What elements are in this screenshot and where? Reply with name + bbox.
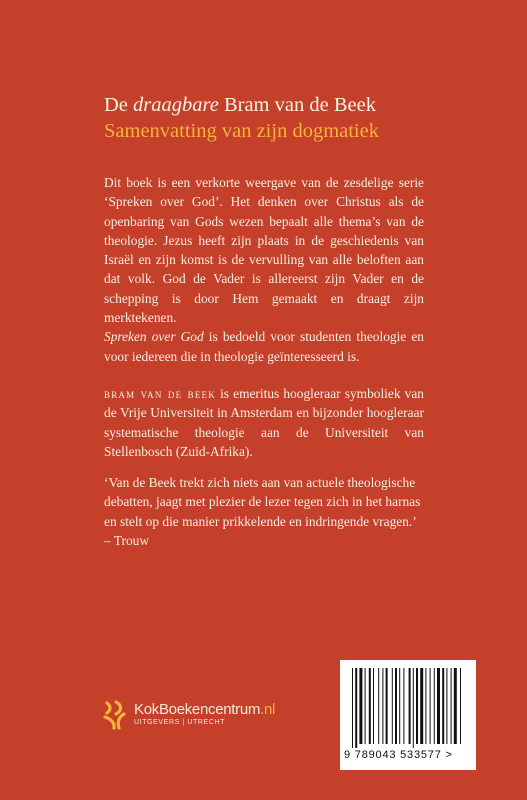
blurb (104, 173, 424, 461)
title-block (104, 92, 379, 144)
barcode-bar (386, 668, 388, 744)
author-bio: bram van de beek is emeritus hoogleraar symboliek van de Vrije Universiteit in Amsterdam en bijzonder hoogleraar systematische theologie aan de Universiteit van Stellenbosch (Zuid-Afrika). (104, 385, 424, 459)
barcode-bar (454, 668, 457, 744)
publisher-name: KokBoekencentrum.nl (134, 701, 276, 718)
barcode-bar (369, 668, 371, 744)
publisher-logo (102, 700, 275, 730)
barcode-bar (409, 668, 411, 744)
isbn-number: 9 789043 533577 > (344, 749, 453, 761)
barcode-bar (403, 668, 404, 744)
barcode-bar (373, 668, 374, 744)
barcode-bar (392, 668, 393, 744)
barcode-bar (352, 668, 353, 748)
barcode-bar (460, 668, 461, 744)
book-title: De draagbare Bram van de Beek (104, 94, 376, 116)
barcode-bar (446, 668, 447, 744)
barcode-bar (382, 668, 383, 744)
blurb-paragraph-2: Spreken over God is bedoeld voor studenten theologie en voor iedereen die in theologie geïnteresseerd is. (104, 329, 424, 364)
barcode-bar (420, 668, 423, 744)
barcode-bar (365, 668, 366, 744)
barcode-bar (425, 668, 426, 744)
blurb-paragraph: Dit boek is een verkorte weergave van de zesdelige serie ‘Spreken over God’. Het denken over Christus als de openbaring van Gods wezen bepaalt alle thema’s van de theologie. Jezus heeft zijn plaats in de geschiedenis van Israël en zijn komst is de vervulling van alle beloften aan dat volk. God de Vader is allereerst zijn Vader en de schepping is door Hem gemaakt en draagt zijn merktekenen. (104, 175, 424, 326)
barcode-bar (413, 668, 414, 748)
quote-text: ‘Van de Beek trekt zich niets aan van actuele theologische debatten, jaagt met plezier de lezer tegen zich in het harnas en stelt op die manier prikkelende en indringende vragen.’ (104, 475, 421, 529)
barcode-bar (434, 668, 435, 744)
barcode-bar (430, 668, 431, 744)
title-italic: draagbare (133, 94, 219, 116)
publisher-text (134, 702, 275, 728)
publisher-location: UITGEVERS | UTRECHT (134, 719, 226, 726)
barcode-bar (395, 668, 397, 744)
book-subtitle: Samenvatting van zijn dogmatiek (104, 120, 379, 142)
barcode-bar (399, 668, 400, 744)
barcode-bars (350, 668, 466, 748)
barcode-bar (355, 668, 357, 748)
barcode-bar (451, 668, 452, 744)
barcode-bar (359, 668, 362, 744)
press-quote (104, 473, 429, 550)
quote-source: – Trouw (104, 532, 150, 548)
barcode-bar (378, 668, 379, 744)
leaf-mark-icon (102, 700, 128, 730)
author-name: bram van de beek (104, 385, 216, 401)
isbn-barcode (340, 660, 476, 770)
barcode-bar (442, 668, 444, 744)
barcode-bar (416, 668, 418, 744)
barcode-bar (437, 668, 440, 744)
book-series-title: Spreken over God (104, 329, 204, 345)
